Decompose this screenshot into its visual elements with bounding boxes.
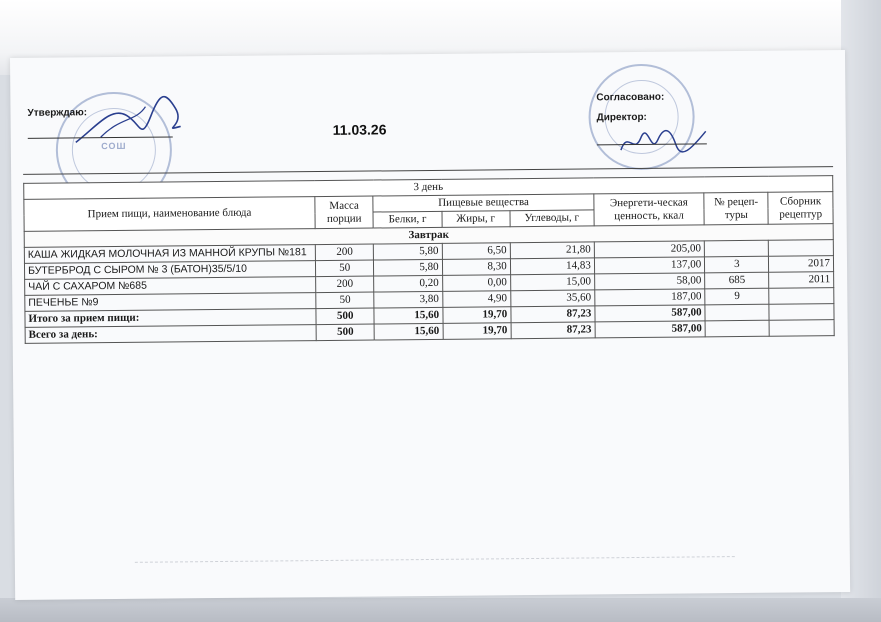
agreed-label: Согласовано: bbox=[596, 91, 665, 104]
col-dish-header: Прием пищи, наименование блюда bbox=[24, 197, 315, 232]
col-nutrients-header: Пищевые вещества bbox=[373, 194, 594, 212]
dish-carbs: 15,00 bbox=[510, 274, 594, 291]
dish-collection bbox=[769, 288, 834, 305]
col-energy-header: Энергети-ческая ценность, ккал bbox=[594, 193, 705, 226]
dish-mass: 50 bbox=[315, 260, 374, 277]
dish-carbs: 14,83 bbox=[510, 258, 594, 275]
col-collection-header: Сборник рецептур bbox=[768, 192, 833, 225]
day-total-mass: 500 bbox=[316, 324, 375, 341]
dish-fat: 4,90 bbox=[442, 291, 510, 308]
menu-table bbox=[23, 175, 835, 344]
bleed-through-marks bbox=[135, 556, 735, 564]
dish-recipe bbox=[704, 240, 768, 257]
dish-name: БУТЕРБРОД С СЫРОМ № 3 (БАТОН)35/5/10 bbox=[24, 261, 315, 280]
director-label: Директор: bbox=[596, 111, 647, 124]
dish-protein: 5,80 bbox=[374, 243, 442, 260]
day-title: 3 день bbox=[24, 176, 833, 200]
dish-energy: 187,00 bbox=[595, 289, 706, 306]
dish-collection bbox=[769, 240, 834, 257]
dish-energy: 58,00 bbox=[594, 273, 705, 290]
dish-collection: 2011 bbox=[769, 272, 834, 289]
dish-energy: 137,00 bbox=[594, 257, 705, 274]
dish-name: ПЕЧЕНЬЕ №9 bbox=[25, 293, 316, 312]
meal-total-label: Итого за прием пищи: bbox=[25, 309, 316, 328]
dish-fat: 0,00 bbox=[442, 275, 510, 292]
dish-protein: 5,80 bbox=[374, 259, 442, 276]
signature-left bbox=[70, 86, 191, 157]
day-total-recipe bbox=[705, 320, 769, 337]
dish-fat: 6,50 bbox=[442, 243, 510, 260]
meal-total-mass: 500 bbox=[316, 308, 375, 325]
day-total-energy: 587,00 bbox=[595, 321, 706, 338]
meal-total-carbs: 87,23 bbox=[511, 306, 595, 323]
col-carbs-header: Углеводы, г bbox=[510, 210, 594, 227]
day-total-protein: 15,60 bbox=[375, 323, 443, 340]
day-total-label: Всего за день: bbox=[25, 325, 316, 344]
day-total-collection bbox=[769, 320, 834, 337]
dish-name: ЧАЙ С САХАРОМ №685 bbox=[25, 277, 316, 296]
dish-mass: 50 bbox=[316, 292, 375, 309]
dish-mass: 200 bbox=[315, 244, 374, 261]
day-total-carbs: 87,23 bbox=[511, 322, 595, 339]
section-title: Завтрак bbox=[24, 224, 833, 248]
background-bottom bbox=[0, 598, 881, 622]
meal-total-fat: 19,70 bbox=[442, 307, 510, 324]
dish-collection: 2017 bbox=[769, 256, 834, 273]
document-sheet bbox=[10, 50, 850, 600]
dish-protein: 3,80 bbox=[374, 291, 442, 308]
meal-total-protein: 15,60 bbox=[374, 307, 442, 324]
col-recipe-header: № рецеп-туры bbox=[704, 192, 769, 225]
dish-recipe: 685 bbox=[705, 272, 769, 289]
col-protein-header: Белки, г bbox=[373, 211, 441, 228]
col-mass-header: Масса порции bbox=[315, 196, 374, 229]
document-date: 11.03.26 bbox=[332, 121, 387, 138]
dish-carbs: 21,80 bbox=[510, 242, 594, 259]
stamp-text: СОШ bbox=[101, 140, 127, 152]
dish-recipe: 9 bbox=[705, 288, 769, 305]
meal-total-recipe bbox=[705, 304, 769, 321]
dish-fat: 8,30 bbox=[442, 259, 510, 276]
dish-protein: 0,20 bbox=[374, 275, 442, 292]
meal-total-energy: 587,00 bbox=[595, 305, 706, 322]
col-fat-header: Жиры, г bbox=[442, 211, 510, 228]
dish-carbs: 35,60 bbox=[510, 290, 594, 307]
signature-right bbox=[616, 119, 711, 165]
day-total-fat: 19,70 bbox=[443, 323, 511, 340]
dish-recipe: 3 bbox=[705, 256, 769, 273]
meal-total-collection bbox=[769, 304, 834, 321]
dish-mass: 200 bbox=[316, 276, 375, 293]
dish-energy: 205,00 bbox=[594, 241, 705, 258]
approved-label: Утверждаю: bbox=[27, 107, 88, 119]
dish-name: КАША ЖИДКАЯ МОЛОЧНАЯ ИЗ МАННОЙ КРУПЫ №181 bbox=[24, 245, 315, 264]
